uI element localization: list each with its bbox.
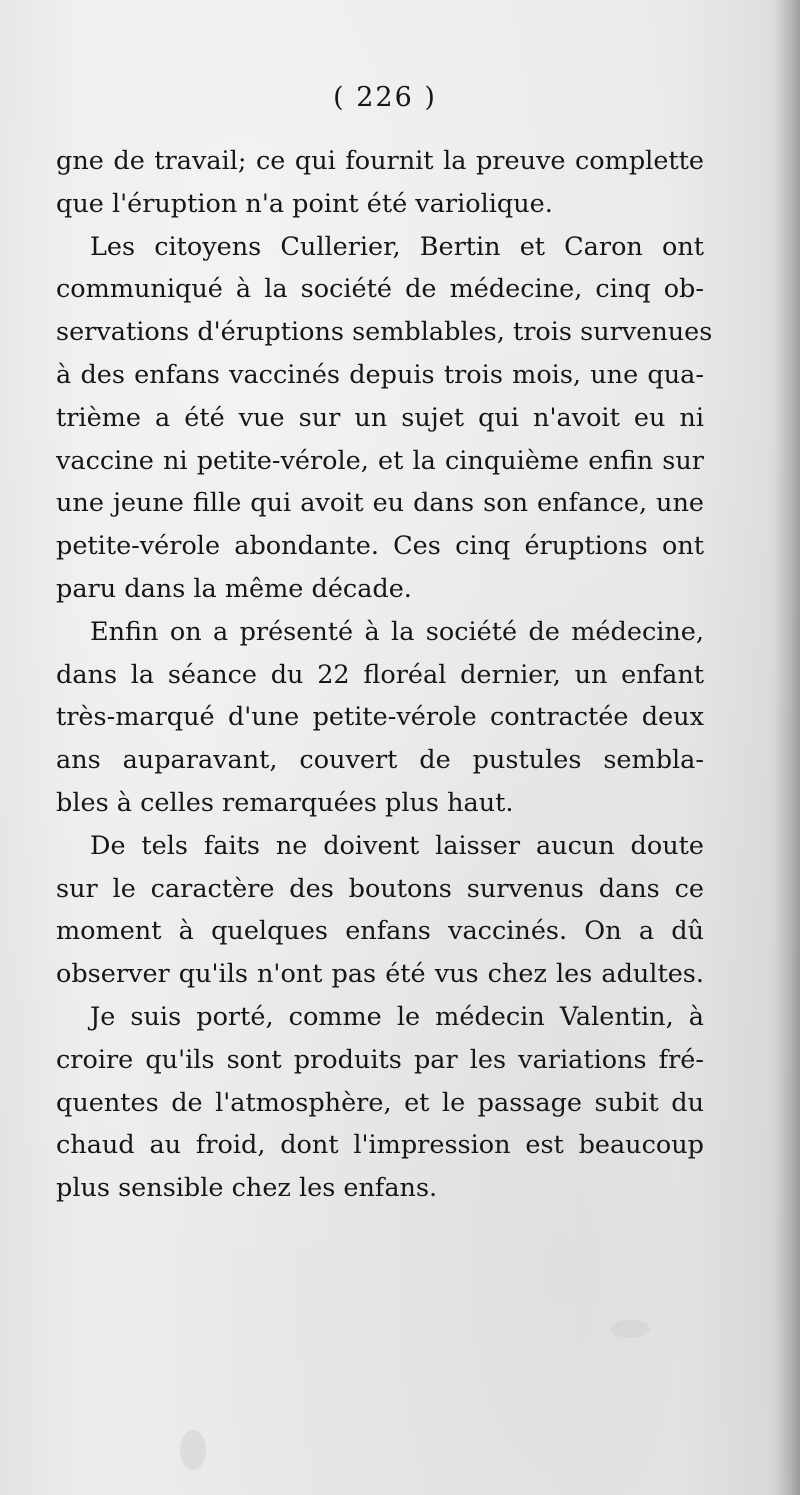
text-line: plus sensible chez les enfans. (56, 1173, 438, 1204)
text-line: observer qu'ils n'ont pas été vus chez les adultes. (56, 959, 704, 990)
text-line: une jeune fille qui avoit eu dans son enfance, une (56, 488, 704, 519)
paper-stain (610, 1320, 650, 1338)
text-line: très-marqué d'une petite-vérole contractée deux (56, 702, 704, 733)
paper-stain (180, 1430, 206, 1470)
text-line: quentes de l'atmosphère, et le passage subit du (56, 1087, 704, 1118)
text-line: Enfin on a présenté à la société de médecine, (90, 616, 704, 647)
text-line: que l'éruption n'a point été variolique. (56, 188, 553, 219)
text-line: à des enfans vaccinés depuis trois mois, une qua- (56, 359, 704, 390)
text-line: paru dans la même décade. (56, 573, 412, 604)
text-line: chaud au froid, dont l'impression est beaucoup (56, 1130, 704, 1161)
text-line: sur le caractère des boutons survenus dans ce (56, 873, 704, 904)
text-line: trième a été vue sur un sujet qui n'avoit eu ni (56, 402, 704, 433)
text-line: gne de travail; ce qui fournit la preuve complette (56, 146, 704, 176)
text-line: Je suis porté, comme le médecin Valentin, à (90, 1001, 704, 1032)
text-line: Les citoyens Cullerier, Bertin et Caron ont (90, 231, 704, 262)
text-line: dans la séance du 22 floréal dernier, un enfant (56, 659, 704, 690)
text-line: moment à quelques enfans vaccinés. On a dû (56, 916, 704, 947)
text-line: De tels faits ne doivent laisser aucun doute (90, 830, 704, 861)
text-line: petite-vérole abondante. Ces cinq éruptions ont (56, 531, 704, 562)
text-line: bles à celles remarquées plus haut. (56, 787, 514, 818)
page-number: ( 226 ) (333, 82, 437, 113)
text-line: communiqué à la société de médecine, cinq ob- (56, 274, 704, 305)
text-line: ans auparavant, couvert de pustules sembla- (56, 745, 704, 776)
page-edge-shadow (774, 0, 800, 1495)
body-text (56, 140, 713, 1210)
text-line: servations d'éruptions semblables, trois survenues (56, 317, 713, 348)
text-line: vaccine ni petite-vérole, et la cinquième enfin sur (56, 445, 704, 476)
text-line: croire qu'ils sont produits par les variations fré- (56, 1044, 704, 1075)
